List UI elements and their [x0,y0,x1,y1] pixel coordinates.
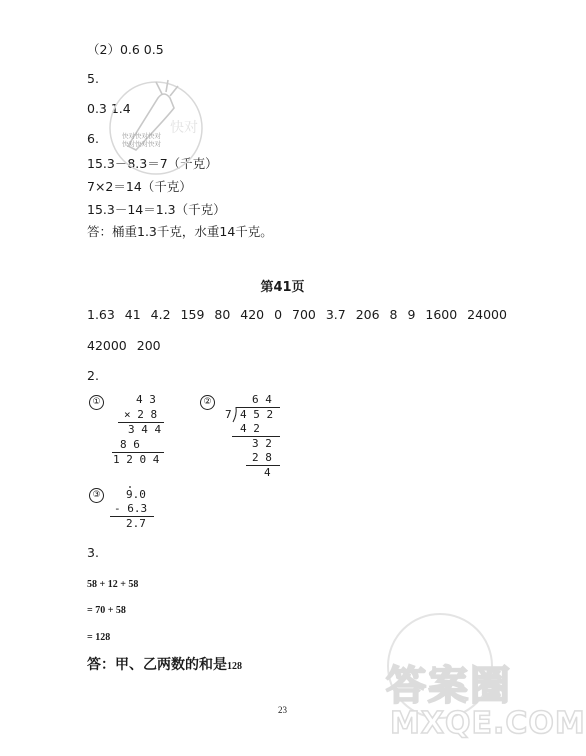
mult-partial-1: 3 4 4 [128,423,162,436]
stamp-text-1: 快对快对快对 [122,132,161,140]
watermark-big-text: 答案圈 [386,663,512,709]
page-title: 第41页 [260,280,305,295]
borrow-dot [129,486,131,488]
answers-row-1: 1.63 41 4.2 159 80 420 0 700 3.7 206 8 9 1600 24000 [87,307,507,322]
carrot-watermark [108,76,218,190]
answer-sentence-q6: 答：桶重1.3千克，水重14千克。 [87,224,273,239]
div-remainder: 4 [264,466,271,479]
mult-top: 4 3 [136,393,156,406]
div-quotient: 6 4 [252,393,272,406]
calc-line-2: 7×2＝14（千克） [87,179,192,194]
div-remainder-1: 3 2 [252,437,272,450]
stamp-text-2: 快对快对快对 [122,140,161,148]
div-bracket-curve [232,407,238,422]
div-divisor: 7 [225,408,232,421]
answer-line-q4-2: （2）0.6 0.5 [87,42,164,57]
mult-result: 1 2 0 4 [113,453,160,466]
question-number-5: 5. [87,71,99,86]
marker-2: ② [200,395,215,410]
page-number: 23 [278,705,287,715]
sub-operand: - 6.3 [114,502,148,515]
mult-partial-2: 8 6 [120,438,140,451]
mult-operand: × 2 8 [124,408,158,421]
q3-step-2: = 70 + 58 [87,605,126,616]
q3-step-3: = 128 [87,632,111,643]
q3-answer-value: 128 [227,661,242,672]
watermark-url: MXQE.COM [390,706,586,741]
q3-answer-prefix: 答：甲、乙两数的和是 [87,657,227,673]
answer-line-q5: 0.3 1.4 [87,101,131,116]
question-number-6: 6. [87,131,99,146]
seal-ring-icon [340,610,565,752]
sub-top: 9.0 [126,488,146,501]
calc-line-3: 15.3－14＝1.3（千克） [87,202,226,217]
div-subtract-1: 4 2 [240,422,260,435]
sub-result: 2.7 [126,517,146,530]
q3-step-1: 58 + 12 + 58 [87,579,139,590]
marker-1: ① [89,395,104,410]
marker-3: ③ [89,488,104,503]
div-subtract-2: 2 8 [252,451,272,464]
calc-line-1: 15.3－8.3＝7（千克） [87,156,218,171]
question-number-3: 3. [87,545,99,560]
answers-row-2: 42000 200 [87,338,161,353]
div-rule-2 [246,465,280,466]
svg-text:快对: 快对 [170,120,198,136]
site-watermark [340,610,586,752]
question-number-2: 2. [87,368,99,383]
q3-answer [87,654,242,674]
div-dividend: 4 5 2 [240,408,274,421]
